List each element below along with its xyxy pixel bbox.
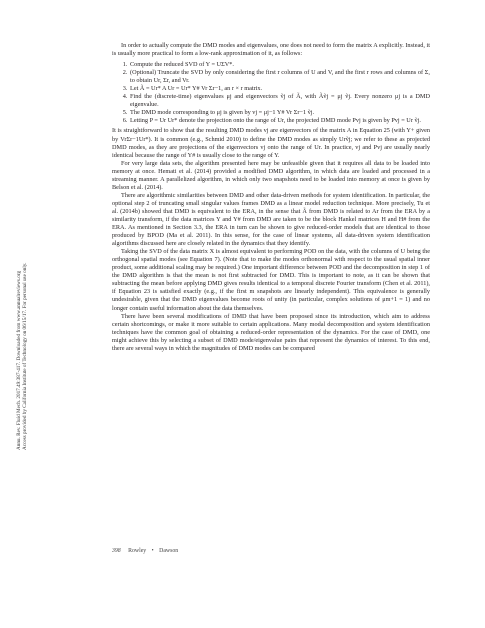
- paragraph-similarities: There are algorithmic similarities between DMD and other data-driven methods for system identification. In particular, the optional step 2 of truncating small singular values frames DMD as a linear model reduction technique. More precisely, Tu et al. (2014b) showed that DMD is equivalent to the ERA, in the sense that Ã from DMD is related to Ar from the ERA by a similarity transform, if the data matrices Y and Y# from DMD are taken to be the block Hankel matrices H and H# from the ERA. As mentioned in Section 3.3, the ERA in turn can be shown to give reduced-order models that are identical to those produced by BPOD (Ma et al. 2011). In this sense, for the case of linear systems, all data-driven system identification algorithms discussed here are closely related in the dynamics that they identify.: [112, 191, 430, 248]
- paragraph-modes-eigenvectors: It is straightforward to show that the resulting DMD modes vj are eigenvectors of the matrix A in Equation 25 (with Y+ given by VrΣr−1Ur*). It is common (e.g., Schmid 2010) to define the DMD modes as simply Urṽj; we refer to these as projected DMD modes, as they are projections of the eigenvectors vj onto the range of Ur. In practice, vj and Pvj are usually nearly identical because the range of Y# is usually close to the range of Y.: [112, 127, 430, 159]
- paragraph-mean-subtraction: Taking the SVD of the data matrix X is almost equivalent to performing POD on the data, with the columns of U being the orthogonal spatial modes (see Equation 7). (Note that to make the modes orthonormal with respect to the usual spatial inner product, some additional scaling may be required.) One important difference between POD and the decomposition in step 1 of the DMD algorithm is that the mean is not first subtracted for DMD. This is important to note, as it can be shown that subtracting the mean before applying DMD gives results identical to a temporal discrete Fourier transform (Chen et al. 2011), if Equation 23 is satisfied exactly (e.g., if the first m snapshots are linearly independent). This equivalence is generally undesirable, given that the DMD eigenvalues become roots of unity (in particular, complex solutions of μm+1 = 1) and no longer contain useful information about the data themselves.: [112, 248, 430, 312]
- algorithm-step: 3. Let Ã = Ur* A Ur = Ur* Y# Vr Σr−1, an r × r matrix.: [129, 85, 430, 93]
- algorithm-step: 2. (Optional) Truncate the SVD by only considering the first r columns of U and V, and the first r rows and columns of Σ, to obtain Ur, Σr, and Vr.: [129, 69, 430, 85]
- algorithm-step: 5. The DMD mode corresponding to μj is given by vj = μj−1 Y# Vr Σr−1 ṽj.: [129, 109, 430, 117]
- download-notice: [16, 140, 50, 450]
- algorithm-step: 1. Compute the reduced SVD of Y = UΣV*.: [129, 61, 430, 69]
- algorithm-step: 6. Letting P = Ur Ur* denote the projection onto the range of Ur, the projected DMD mode Pvj is given by Pvj = Ur ṽj.: [129, 117, 430, 125]
- algorithm-steps: [112, 61, 430, 125]
- download-notice-line-1: Annu. Rev. Fluid Mech. 2017.49:387-417. Downloaded from www.annualreviews.org: [16, 270, 22, 450]
- paragraph-intro: In order to actually compute the DMD modes and eigenvalues, one does not need to form the matrix A explicitly. Instead, it is usually more practical to form a low-rank approximation of it, as follows:: [112, 42, 430, 58]
- algorithm-step: 4. Find the (discrete-time) eigenvalues μj and eigenvectors ṽj of Ã, with Ãṽj = μj ṽj. Every nonzero μj is a DMD eigenvalue.: [129, 93, 430, 109]
- footer-coauthor: Dawson: [159, 548, 179, 554]
- footer-separator: •: [151, 548, 154, 554]
- paragraph-large-data: For very large data sets, the algorithm presented here may be unfeasible given that it requires all data to be loaded into memory at once. Hemati et al. (2014) provided a modified DMD algorithm, in which data are loaded and processed in a streaming manner. A parallelized algorithm, in which only two snapshots need to be loaded into memory at once is given by Belson et al. (2014).: [112, 159, 430, 191]
- page-body: [112, 42, 430, 353]
- page-number: 398: [112, 548, 121, 554]
- footer-author: Rowley: [128, 548, 147, 554]
- download-notice-line-2: Access provided by California Institute of Technology on 06/15/17. For personal use only.: [22, 262, 29, 450]
- paragraph-modifications: There have been several modifications of DMD that have been proposed since its introduction, which aim to address certain shortcomings, or make it more suitable to certain applications. Many modal decomposition and system identification techniques have the common goal of obtaining a reduced-order representation of the dynamics. For the case of DMD, one might achieve this by selecting a subset of DMD mode/eigenvalue pairs that represent the dynamics of interest. To this end, there are several ways in which the magnitudes of DMD modes can be compared: [112, 312, 430, 352]
- page-footer: [112, 548, 178, 554]
